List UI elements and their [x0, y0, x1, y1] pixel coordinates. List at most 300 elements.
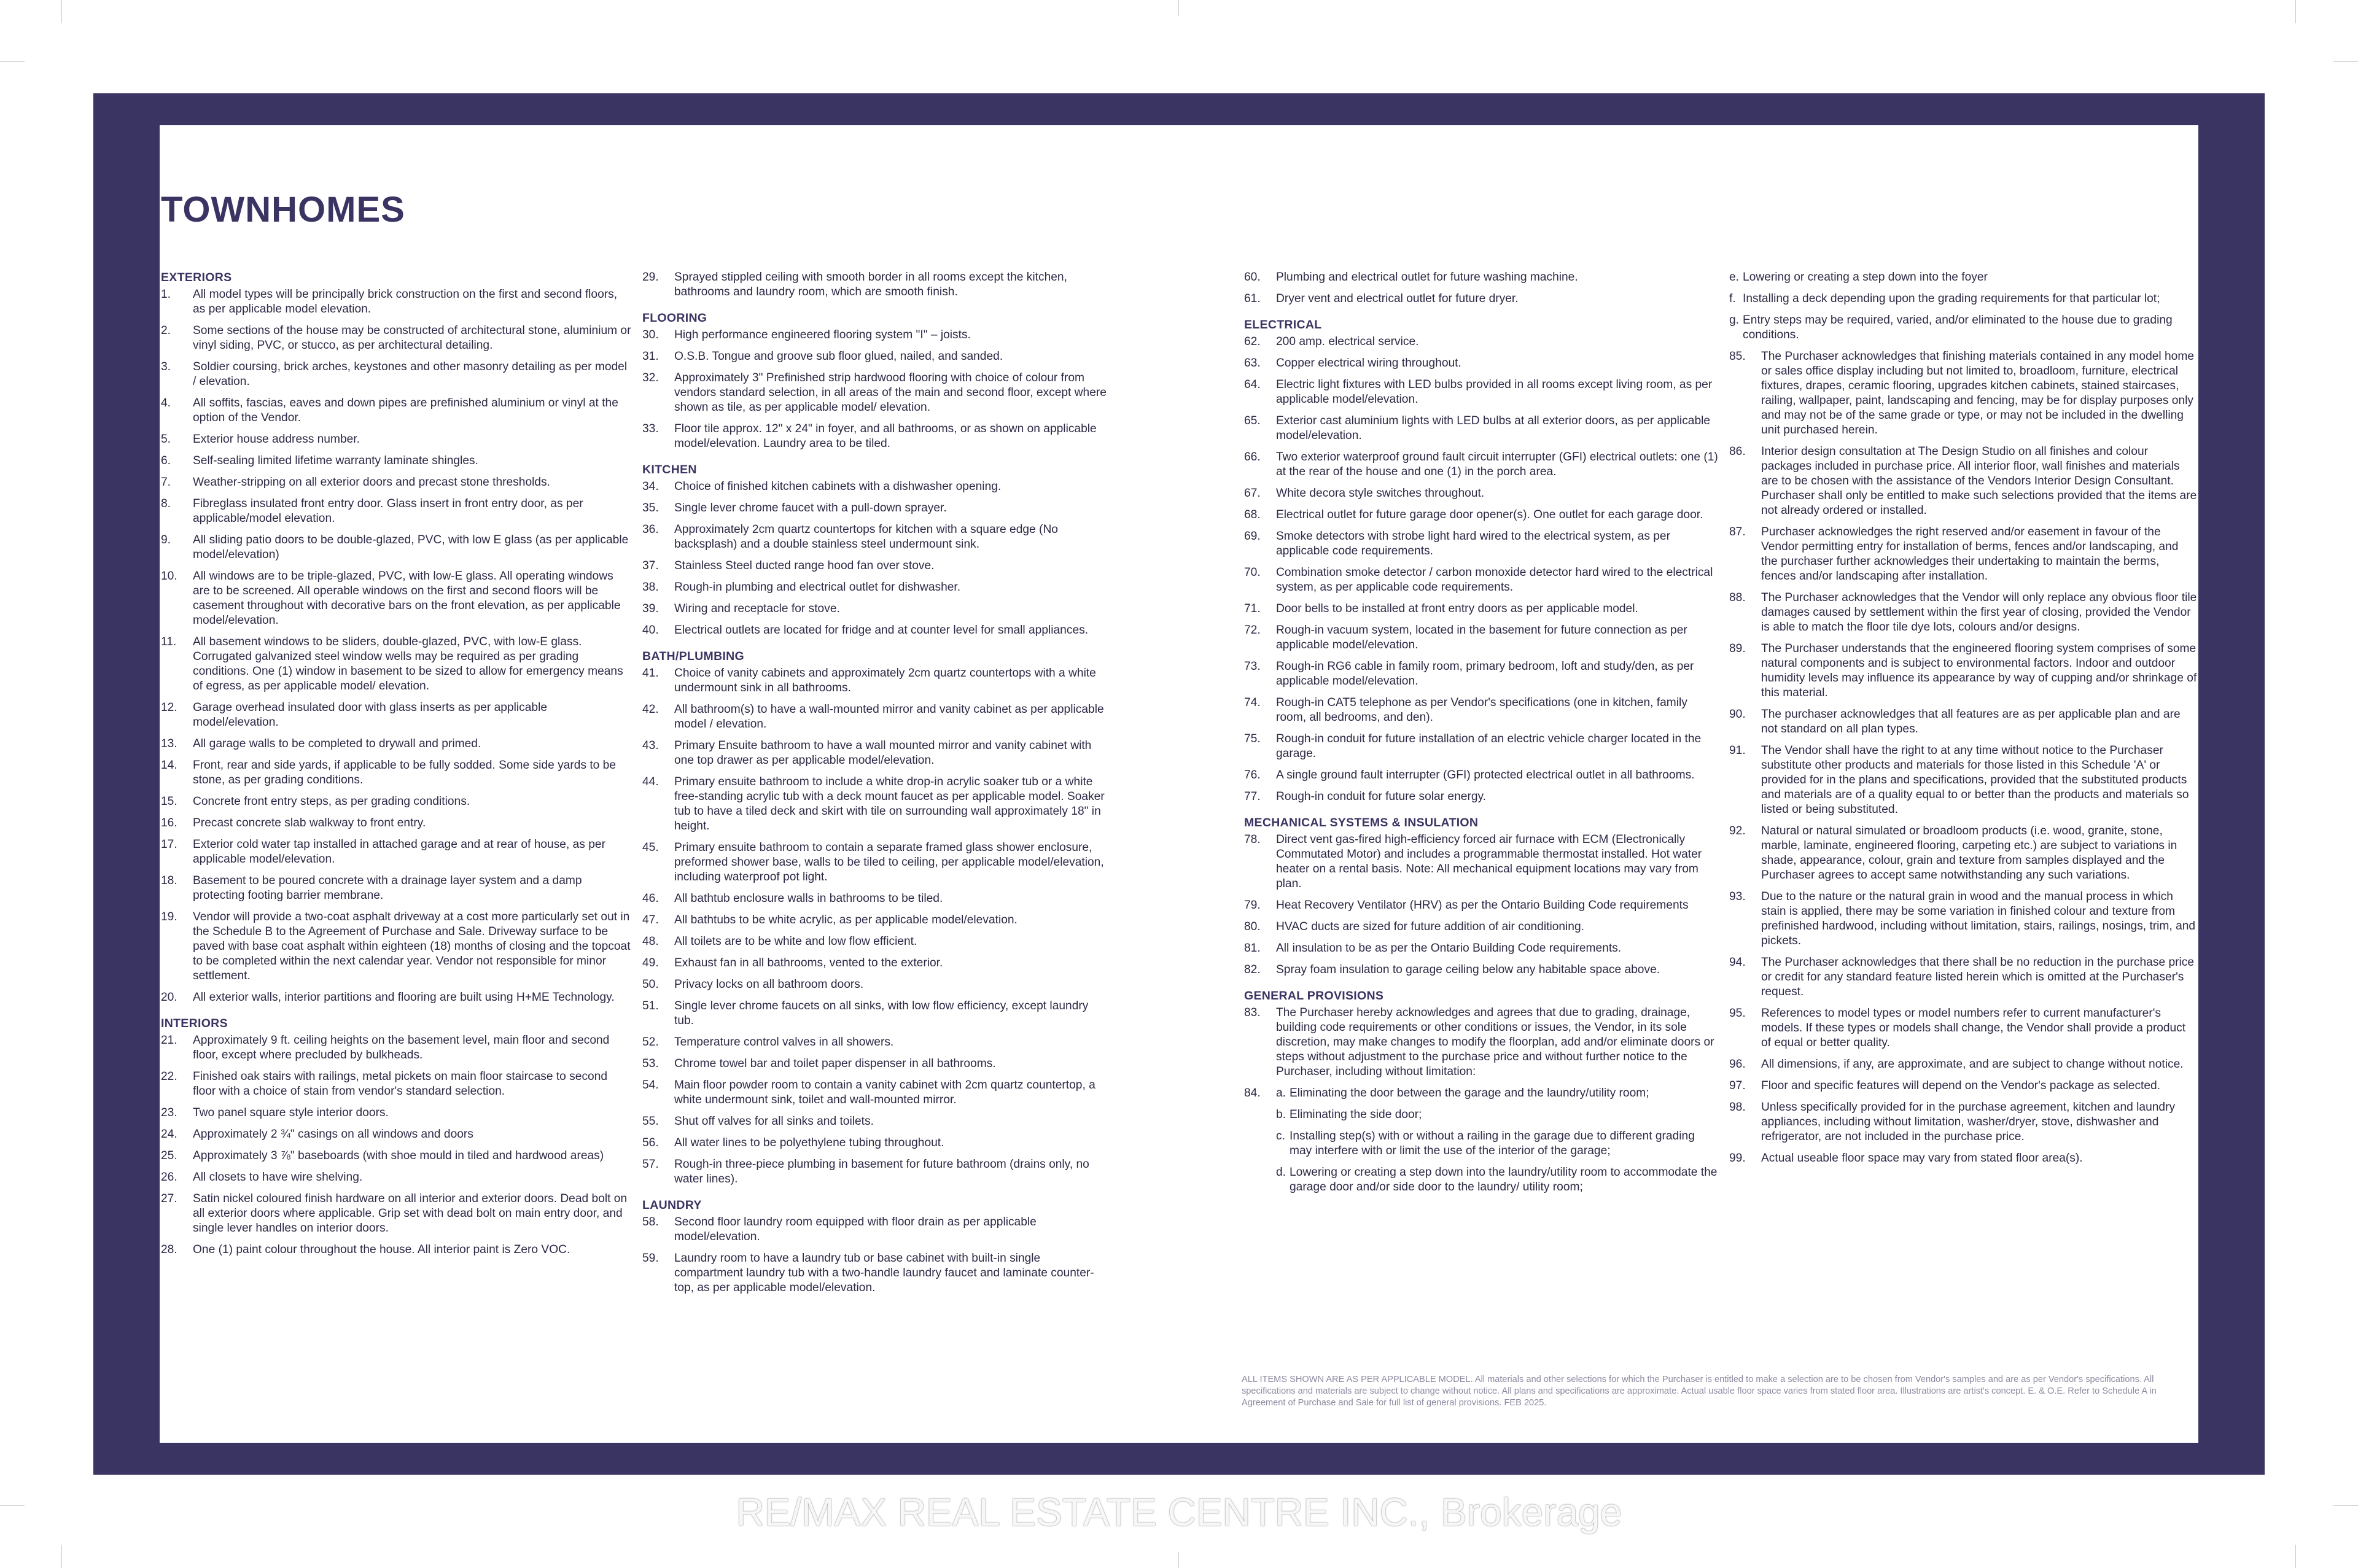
section-heading-bath: BATH/PLUMBING [642, 650, 745, 663]
list-item [642, 977, 1110, 992]
item-number: 38. [642, 581, 659, 594]
list-item [161, 1069, 632, 1099]
list-item [1729, 1151, 2197, 1166]
list-item [1244, 356, 1718, 371]
item-letter-text: Installing step(s) with or without a railing in the garage due to different grading may interfere with or limit the use of the interior of the garage; [1290, 1130, 1695, 1157]
item-text: Actual useable floor space may vary from stated floor area(s). [1761, 1152, 2083, 1165]
list-item [642, 371, 1110, 415]
list-item [161, 1033, 632, 1063]
item-text: Wiring and receptacle for stove. [674, 602, 840, 615]
page-frame [93, 93, 2265, 1475]
item-text: Approximately 3" Prefinished strip hardwood flooring with choice of colour from vendors standard selection, in all areas of the main and second floor, except where shown as tile, as per applicable model/ elevation. [674, 371, 1107, 414]
item-number: 99. [1729, 1152, 1746, 1165]
item-number: 98. [1729, 1101, 1746, 1114]
item-text: Spray foam insulation to garage ceiling below any habitable space above. [1276, 963, 1660, 976]
item-text: Satin nickel coloured finish hardware on all interior and exterior doors. Dead bolt on all exterior doors where applicable. Grip set with dead bolt on main entry door, and single lever handles on interior doors. [193, 1192, 628, 1235]
crop-mark [1178, 0, 1179, 16]
item-text: Combination smoke detector / carbon monoxide detector hard wired to the electrical system, as per applicable code requirements. [1276, 566, 1713, 594]
item-number: 35. [642, 502, 659, 514]
item-text: HVAC ducts are sized for future addition of air conditioning. [1276, 920, 1584, 933]
item-number: 63. [1244, 357, 1261, 370]
list-col3-top [1244, 270, 1718, 306]
item-letter: g. [1729, 314, 1740, 327]
item-text: Electrical outlet for future garage door opener(s). One outlet for each garage door. [1276, 508, 1703, 521]
item-text: Rough-in conduit for future installation of an electric vehicle charger located in the garage. [1276, 732, 1702, 760]
item-text: Purchaser acknowledges the right reserved and/or easement in favour of the Vendor permitting entry for installation of berms, fences and/or landscaping, and the purchaser further acknowledges their undertaking to maintain the berms, fences and/or landscaping after installation. [1761, 526, 2179, 583]
item-text: Heat Recovery Ventilator (HRV) as per the Ontario Building Code requirements [1276, 899, 1689, 912]
column-3 [1244, 270, 1718, 1201]
sub-item [1729, 313, 2197, 343]
item-number: 88. [1729, 591, 1746, 604]
list-item [161, 737, 632, 751]
sub-item [1244, 1108, 1718, 1122]
list-item [642, 840, 1110, 885]
item-number: 8. [161, 497, 171, 510]
item-text: The Vendor shall have the right to at any time without notice to the Purchaser substitute other products and materials for those listed in this Schedule 'A' or provided for in the plans and specifications, provided that the substituted products and materials are of a quality equal to or better than the products and materials so listed or being substituted. [1761, 744, 2189, 816]
crop-mark [0, 61, 25, 62]
list-item [1244, 602, 1718, 616]
item-number: 33. [642, 422, 659, 435]
item-text: Concrete front entry steps, as per grading conditions. [193, 795, 470, 808]
item-number: 43. [642, 739, 659, 752]
item-text: Stainless Steel ducted range hood fan over stove. [674, 559, 935, 572]
item-number: 92. [1729, 825, 1746, 837]
list-item [642, 666, 1110, 696]
list-item [1244, 529, 1718, 559]
sub-item [1729, 292, 2197, 306]
list-item [1729, 1079, 2197, 1093]
item-number: 79. [1244, 899, 1261, 912]
item-text: Second floor laundry room equipped with floor drain as per applicable model/elevation. [674, 1216, 1037, 1243]
list-general [1244, 1006, 1718, 1079]
list-item [1244, 414, 1718, 443]
list-item [161, 360, 632, 389]
item-text: Soldier coursing, brick arches, keystones and other masonry detailing as per model / elevation. [193, 360, 628, 388]
list-col4-subs [1729, 270, 2197, 343]
item-number: 61. [1244, 292, 1261, 305]
item-number: 26. [161, 1171, 177, 1184]
list-item [1729, 1057, 2197, 1072]
list-item [1244, 508, 1718, 522]
list-item [161, 874, 632, 903]
item-number: 90. [1729, 708, 1746, 721]
item-number: 36. [642, 523, 659, 536]
item-number: 45. [642, 841, 659, 854]
item-number: 23. [161, 1106, 177, 1119]
list-item [642, 580, 1110, 595]
list-item [161, 569, 632, 628]
item-letter: b. [1276, 1108, 1286, 1121]
list-item [642, 1057, 1110, 1071]
item-text: Choice of finished kitchen cabinets with a dishwasher opening. [674, 480, 1002, 493]
item-text: Fibreglass insulated front entry door. Glass insert in front entry door, as per applicable/model elevation. [193, 497, 583, 525]
list-item [1244, 378, 1718, 407]
item-text: The Purchaser acknowledges that the Vendor will only replace any obvious floor tile damages caused by settlement within the first year of closing, provided the Vendor is able to match the floor tile dye lots, colours and/or designs. [1761, 591, 2197, 634]
list-item [642, 913, 1110, 928]
crop-mark [2333, 61, 2358, 62]
item-number: 74. [1244, 696, 1261, 709]
list-item [1244, 270, 1718, 285]
item-letter-text: Eliminating the door between the garage and the laundry/utility room; [1290, 1087, 1649, 1100]
item-number: 4. [161, 397, 171, 409]
column-2 [642, 270, 1110, 1302]
list-item [1729, 349, 2197, 438]
list-item [642, 501, 1110, 516]
item-text: All bathtubs to be white acrylic, as per applicable model/elevation. [674, 914, 1018, 926]
section-heading-electrical: ELECTRICAL [1244, 318, 1322, 332]
list-item [1729, 890, 2197, 949]
list-item [161, 701, 632, 730]
list-item [642, 328, 1110, 343]
list-item [161, 1243, 632, 1257]
list-item [161, 475, 632, 490]
item-text: High performance engineered flooring system "I" – joists. [674, 328, 971, 341]
item-number: 53. [642, 1057, 659, 1070]
item-text: Rough-in three-piece plumbing in basement for future bathroom (drains only, no water lines). [674, 1158, 1089, 1186]
list-kitchen [642, 479, 1110, 638]
item-number: 46. [642, 892, 659, 905]
item-text: All model types will be principally brick construction on the first and second floors, as per applicable model elevation. [193, 288, 618, 316]
list-bath [642, 666, 1110, 1187]
sub-item [1244, 1165, 1718, 1195]
item-number: 7. [161, 476, 171, 489]
item-number: 64. [1244, 378, 1261, 391]
item-number: 40. [642, 624, 659, 637]
crop-mark [61, 0, 62, 23]
item-number: 67. [1244, 487, 1261, 500]
list-item [1244, 565, 1718, 595]
section-heading-flooring: FLOORING [642, 311, 707, 325]
item-text: Privacy locks on all bathroom doors. [674, 978, 864, 991]
list-item [642, 999, 1110, 1028]
list-item [1244, 941, 1718, 956]
item-letter-text: Eliminating the side door; [1290, 1108, 1422, 1121]
item-number: 44. [642, 775, 659, 788]
item-text: Primary ensuite bathroom to include a white drop-in acrylic soaker tub or a white free-standing acrylic tub with a deck mount faucet as per applicable model. Soaker tub to have a tiled deck and skirt with tile on surrounding wall approximately 18" in height. [674, 775, 1105, 833]
sub-item [1244, 1129, 1718, 1159]
list-item [642, 522, 1110, 552]
list-item [1244, 1086, 1718, 1101]
list-item [642, 1157, 1110, 1187]
list-item [642, 702, 1110, 732]
section-heading-interiors: INTERIORS [161, 1017, 228, 1030]
brokerage-watermark: RE/MAX REAL ESTATE CENTRE INC., Brokerage [736, 1490, 1622, 1534]
item-text: Due to the nature or the natural grain in wood and the manual process in which stain is applied, there may be some variation in finished colour and texture from prefinished hardwood, including without limitation, stairs, railings, nosings, trim, and pickets. [1761, 890, 2196, 947]
item-number: 48. [642, 935, 659, 948]
item-text: Floor tile approx. 12" x 24" in foyer, and all bathrooms, or as shown on applicable model/elevation. Laundry area to be tiled. [674, 422, 1097, 450]
list-item [642, 775, 1110, 834]
item-letter-text: Installing a deck depending upon the grading requirements for that particular lot; [1743, 292, 2160, 305]
item-number: 28. [161, 1243, 177, 1256]
item-number: 3. [161, 360, 171, 373]
item-text: Sprayed stippled ceiling with smooth border in all rooms except the kitchen, bathrooms and laundry room, which are smooth finish. [674, 271, 1067, 298]
item-text: Self-sealing limited lifetime warranty laminate shingles. [193, 454, 478, 467]
item-number: 77. [1244, 790, 1261, 803]
item-number: 80. [1244, 920, 1261, 933]
list-interiors [161, 1033, 632, 1257]
item-number: 85. [1729, 350, 1746, 363]
item-text: Rough-in conduit for future solar energy. [1276, 790, 1487, 803]
list-item [161, 396, 632, 425]
item-number: 68. [1244, 508, 1261, 521]
list-item [1244, 920, 1718, 934]
item-text: The Purchaser hereby acknowledges and agrees that due to grading, drainage, building code requirements or other conditions or issues, the Vendor, in its sole discretion, may make changes to modify the floorplan, add and/or eliminate doors or steps without adjustment to the purchase price and without further notice to the Purchaser, including without limitation: [1276, 1006, 1714, 1078]
crop-mark [2295, 1545, 2296, 1568]
item-text: Exterior cold water tap installed in attached garage and at rear of house, as per applicable model/elevation. [193, 838, 605, 866]
item-number: 18. [161, 874, 177, 887]
item-number: 62. [1244, 335, 1261, 348]
item-text: All basement windows to be sliders, double-glazed, PVC, with low-E glass. Corrugated galvanized steel window wells may be required as per grading conditions. One (1) window in basement to be sized to allow for emergency means of egress, as per applicable model/ elevation. [193, 635, 623, 693]
page-title: TOWNHOMES [161, 190, 405, 230]
item-number: 66. [1244, 451, 1261, 464]
item-number: 19. [161, 910, 177, 923]
list-item [1244, 486, 1718, 501]
list-item [161, 432, 632, 447]
item-text: Approximately 2 ¾" casings on all windows and doors [193, 1128, 473, 1141]
item-text: All exterior walls, interior partitions and flooring are built using H+ME Technology. [193, 991, 615, 1004]
item-number: 34. [642, 480, 659, 493]
list-col4 [1729, 349, 2197, 1166]
spec-sheet [160, 125, 2198, 1443]
item-number: 24. [161, 1128, 177, 1141]
list-item [642, 1136, 1110, 1151]
item-text: All sliding patio doors to be double-glazed, PVC, with low E glass (as per applicable model/elevation) [193, 534, 629, 561]
item-text: Two panel square style interior doors. [193, 1106, 389, 1119]
item-number: 15. [161, 795, 177, 808]
item-number: 95. [1729, 1007, 1746, 1020]
item-number: 97. [1729, 1079, 1746, 1092]
item-number: 73. [1244, 660, 1261, 673]
list-item [1729, 444, 2197, 518]
item-number: 2. [161, 324, 171, 337]
list-item [642, 1215, 1110, 1244]
list-item [161, 990, 632, 1005]
item-text: Exhaust fan in all bathrooms, vented to the exterior. [674, 957, 943, 969]
item-text: Approximately 3 ⅞" baseboards (with shoe mould in tiled and hardwood areas) [193, 1149, 604, 1162]
list-item [161, 1127, 632, 1142]
item-number: 42. [642, 703, 659, 716]
list-item [1729, 525, 2197, 584]
item-letter-text: Lowering or creating a step down into the laundry/utility room to accommodate the garage door and/or side door to the laundry/ utility room; [1290, 1166, 1718, 1193]
item-text: The Purchaser acknowledges that finishing materials contained in any model home or sales office display including but not limited to, broadloom, furniture, electrical fixtures, drapes, ceramic flooring, upgrades kitchen cabinets, stained staircases, railing, wallpaper, paint, landscaping and fencing, may be for display purposes only and may not be of the same grade or type, or may not be included in the dwelling unit purchased herein. [1761, 350, 2195, 437]
item-text: All windows are to be triple-glazed, PVC, with low-E glass. All operating windows are to be screened. All operable windows on the first and second floors will be casement throughout with decorative bars on the front elevation, as per applicable model/elevation. [193, 570, 621, 627]
item-number: 96. [1729, 1058, 1746, 1071]
item-number: 54. [642, 1079, 659, 1092]
item-number: 9. [161, 534, 171, 546]
section-heading-mechanical: MECHANICAL SYSTEMS & INSULATION [1244, 816, 1479, 829]
item-number: 16. [161, 817, 177, 829]
item-number: 58. [642, 1216, 659, 1228]
crop-mark [1178, 1552, 1179, 1568]
item-number: 51. [642, 999, 659, 1012]
item-text: Exterior cast aluminium lights with LED bulbs at all exterior doors, as per applicable model/elevation. [1276, 414, 1711, 442]
list-item [161, 910, 632, 984]
item-text: Primary ensuite bathroom to contain a separate framed glass shower enclosure, preformed shower base, walls to be tiled to ceiling, per applicable model/elevation, including waterproof pot light. [674, 841, 1104, 883]
list-item [1244, 292, 1718, 306]
item-text: Primary Ensuite bathroom to have a wall mounted mirror and vanity cabinet with one top drawer as per applicable model/elevation. [674, 739, 1092, 767]
item-number: 47. [642, 914, 659, 926]
list-item [161, 837, 632, 867]
item-text [1276, 1086, 1718, 1101]
list-item [1244, 450, 1718, 479]
item-letter: d. [1276, 1166, 1286, 1179]
item-text: Electric light fixtures with LED bulbs provided in all rooms except living room, as per applicable model/elevation. [1276, 378, 1713, 406]
item-number: 72. [1244, 624, 1261, 637]
item-number: 86. [1729, 445, 1746, 458]
item-text: Laundry room to have a laundry tub or base cabinet with built-in single compartment laundry tub with a two-handle laundry faucet and laminate counter-top, as per applicable model/elevation. [674, 1252, 1094, 1294]
list-item [1729, 1006, 2197, 1050]
item-number: 65. [1244, 414, 1261, 427]
item-text: O.S.B. Tongue and groove sub floor glued, nailed, and sanded. [674, 350, 1003, 363]
list-item [642, 559, 1110, 573]
item-text: Dryer vent and electrical outlet for future dryer. [1276, 292, 1519, 305]
item-number: 39. [642, 602, 659, 615]
column-4 [1729, 270, 2197, 1173]
item-text: Single lever chrome faucet with a pull-down sprayer. [674, 502, 947, 514]
list-exteriors [161, 287, 632, 1005]
item-text: One (1) paint colour throughout the house. All interior paint is Zero VOC. [193, 1243, 570, 1256]
item-number: 32. [642, 371, 659, 384]
disclaimer: ALL ITEMS SHOWN ARE AS PER APPLICABLE MODEL. All materials and other selections for which the Purchaser is entitled to make a selection are to be chosen from Vendor's samples and are as per Vendor's specifications. All specifications and materials are subject to change without notice. All plans and specifications are approximate. Actual usable floor space varies from stated floor area. Illustrations are artist's concept. E. & O.E. Refer to Schedule A in Agreement of Purchase and Sale for full list of general provisions. FEB 2025. [1242, 1375, 2157, 1408]
item-text: The Purchaser understands that the engineered flooring system comprises of some natural components and is subject to environmental factors. Indoor and outdoor humidity levels may influence its appearance by way of cupping and/or shrinkage of this material. [1761, 642, 2197, 699]
item-number: 69. [1244, 530, 1261, 543]
item-text: Chrome towel bar and toilet paper dispenser in all bathrooms. [674, 1057, 996, 1070]
list-item [642, 1078, 1110, 1108]
list-item [1729, 824, 2197, 883]
item-text: Some sections of the house may be constructed of architectural stone, aluminium or vinyl siding, PVC, or stucco, as per architectural detailing. [193, 324, 631, 352]
list-item [161, 497, 632, 526]
list-item84-subs [1244, 1108, 1718, 1195]
item-text: All water lines to be polyethylene tubing throughout. [674, 1136, 944, 1149]
item-text: References to model types or model numbers refer to current manufacturer's models. If these types or models shall change, the Vendor shall provide a product of equal or better quality. [1761, 1007, 2186, 1049]
list-item [642, 270, 1110, 300]
item-number: 13. [161, 737, 177, 750]
list-item [1244, 833, 1718, 891]
item-number: 21. [161, 1034, 177, 1047]
list-item [1244, 768, 1718, 783]
item-text: Rough-in CAT5 telephone as per Vendor's specifications (one in kitchen, family room, all bedrooms, and den). [1276, 696, 1687, 724]
list-item [1244, 898, 1718, 913]
list-item [642, 956, 1110, 971]
item-letter-text: Entry steps may be required, varied, and/or eliminated to the house due to grading conditions. [1743, 314, 2173, 341]
item-text: Interior design consultation at The Design Studio on all finishes and colour packages included in purchase price. All interior floor, wall finishes and materials are to be chosen with the assistance of the Vendors Interior Design Consultant. Purchaser shall only be entitled to make such selections provided that the items are not already ordered or installed. [1761, 445, 2197, 517]
list-item [1729, 591, 2197, 635]
item-number: 27. [161, 1192, 177, 1205]
item-text: Choice of vanity cabinets and approximately 2cm quartz countertops with a white undermount sink in all bathrooms. [674, 667, 1096, 694]
item-number: 14. [161, 759, 177, 772]
item-text: Copper electrical wiring throughout. [1276, 357, 1461, 370]
item-text: 200 amp. electrical service. [1276, 335, 1419, 348]
item-text: All garage walls to be completed to drywall and primed. [193, 737, 481, 750]
list-mechanical [1244, 833, 1718, 977]
item-text: Basement to be poured concrete with a drainage layer system and a damp protecting footing barrier membrane. [193, 874, 582, 902]
list-item [1729, 707, 2197, 737]
section-heading-general: GENERAL PROVISIONS [1244, 989, 1384, 1003]
item-text: A single ground fault interrupter (GFI) protected electrical outlet in all bathrooms. [1276, 769, 1695, 782]
item-text: Direct vent gas-fired high-efficiency forced air furnace with ECM (Electronically Commutated Motor) and includes a programmable thermostat installed. Hot water heater on a rental basis. Note: All mechanical equipment locations may vary from plan. [1276, 833, 1702, 890]
item-number: 31. [642, 350, 659, 363]
item-number: 50. [642, 978, 659, 991]
list-item [1244, 1006, 1718, 1079]
item-text: Vendor will provide a two-coat asphalt driveway at a cost more particularly set out in the Schedule B to the Agreement of Purchase and Sale. Driveway surface to be paved with base coat asphalt within eighteen (18) months of closing and the topcoat to be completed within the next calendar year. Vendor not responsible for minor settlement. [193, 910, 631, 982]
item-letter-text: Lowering or creating a step down into the foyer [1743, 271, 1988, 284]
item-number: 6. [161, 454, 171, 467]
list-item [1729, 955, 2197, 999]
item-text: Door bells to be installed at front entry doors as per applicable model. [1276, 602, 1638, 615]
item-text: Front, rear and side yards, if applicable to be fully sodded. Some side yards to be stone, as per grading conditions. [193, 759, 616, 786]
item-number: 59. [642, 1252, 659, 1265]
item-number: 87. [1729, 526, 1746, 538]
list-item [1244, 963, 1718, 977]
list-item [642, 479, 1110, 494]
list-item [1244, 696, 1718, 725]
item-text: Approximately 2cm quartz countertops for kitchen with a square edge (No backsplash) and a double stainless steel undermount sink. [674, 523, 1058, 551]
item-letter: e. [1729, 271, 1740, 284]
item-number: 82. [1244, 963, 1261, 976]
list-flooring [642, 328, 1110, 451]
item-text: Shut off valves for all sinks and toilets. [674, 1115, 874, 1128]
item-text: Finished oak stairs with railings, metal pickets on main floor staircase to second floor with a choice of stain from vendor's standard selection. [193, 1070, 608, 1098]
column-1 [161, 270, 632, 1264]
item-text: Garage overhead insulated door with glass inserts as per applicable model/elevation. [193, 701, 548, 729]
list-item [161, 533, 632, 562]
item-text: All dimensions, if any, are approximate, and are subject to change without notice. [1761, 1058, 2184, 1071]
item-text: Exterior house address number. [193, 433, 360, 446]
item-number: 52. [642, 1036, 659, 1049]
item-text: Two exterior waterproof ground fault circuit interrupter (GFI) electrical outlets: one (1) at the rear of the house and one (1) in the porch area. [1276, 451, 1718, 478]
item-text: All bathroom(s) to have a wall-mounted mirror and vanity cabinet as per applicable model / elevation. [674, 703, 1104, 731]
item-number: 76. [1244, 769, 1261, 782]
list-item [161, 324, 632, 353]
item-number: 20. [161, 991, 177, 1004]
item-number: 11. [161, 635, 177, 648]
list-item [161, 1170, 632, 1185]
item-number: 70. [1244, 566, 1261, 579]
item-text: Precast concrete slab walkway to front entry. [193, 817, 426, 829]
item-number: 81. [1244, 942, 1261, 955]
item-number: 12. [161, 701, 177, 714]
item-number: 30. [642, 328, 659, 341]
list-electrical [1244, 335, 1718, 804]
item-number: 71. [1244, 602, 1261, 615]
item-text: White decora style switches throughout. [1276, 487, 1485, 500]
list-item [642, 1251, 1110, 1295]
list-col2-top [642, 270, 1110, 300]
item-number: 84. [1244, 1087, 1261, 1100]
section-heading-exteriors: EXTERIORS [161, 271, 232, 284]
item-text: Rough-in plumbing and electrical outlet for dishwasher. [674, 581, 961, 594]
list-item [642, 623, 1110, 638]
list-item [642, 1114, 1110, 1129]
item-number: 94. [1729, 956, 1746, 969]
section-heading-laundry: LAUNDRY [642, 1198, 702, 1212]
item-text: Unless specifically provided for in the purchase agreement, kitchen and laundry appliances, including without limitation, washer/dryer, stove, dishwasher and refrigerator, are not included in the purchase price. [1761, 1101, 2176, 1143]
list-item [642, 934, 1110, 949]
item-text: Weather-stripping on all exterior doors and precast stone thresholds. [193, 476, 550, 489]
item-text: All insulation to be as per the Ontario Building Code requirements. [1276, 942, 1622, 955]
item-text: Smoke detectors with strobe light hard wired to the electrical system, as per applicable code requirements. [1276, 530, 1670, 557]
item-number: 55. [642, 1115, 659, 1128]
item-text: Plumbing and electrical outlet for future washing machine. [1276, 271, 1578, 284]
list-item [642, 349, 1110, 364]
item-text: Rough-in vacuum system, located in the basement for future connection as per applicable model/elevation. [1276, 624, 1687, 651]
item-letter: f. [1729, 292, 1736, 305]
list-item [161, 758, 632, 788]
item-number: 75. [1244, 732, 1261, 745]
list-item [1244, 623, 1718, 653]
item-number: 89. [1729, 642, 1746, 655]
item-text: All closets to have wire shelving. [193, 1171, 363, 1184]
